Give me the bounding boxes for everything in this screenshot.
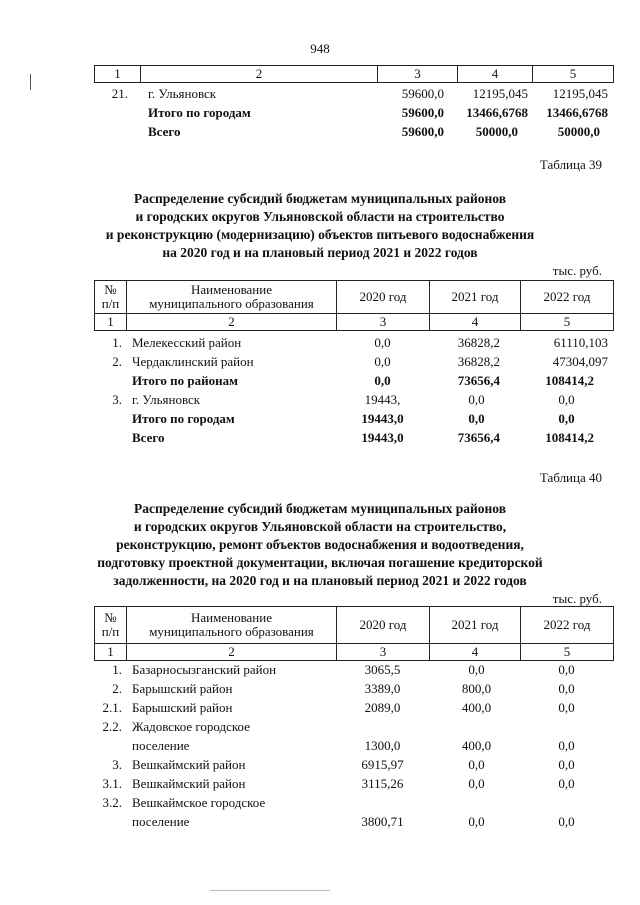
row-number: 3. — [112, 392, 122, 407]
row-name: Итого по городам — [148, 105, 251, 120]
value-2020: 19443, — [364, 392, 401, 407]
title-line: и городских округов Ульяновской области на строительство — [135, 209, 505, 224]
table-row — [0, 430, 640, 449]
header-year-2022: 2022 год — [521, 281, 614, 314]
value-col5: 13466,6768 — [546, 105, 608, 120]
value-col4: 12195,045 — [472, 86, 528, 101]
value-2022: 0,0 — [558, 411, 575, 426]
row-name: Жадовское городское — [132, 719, 250, 734]
value-2022: 0,0 — [558, 700, 575, 715]
col-number: 1 — [95, 314, 127, 331]
value-2021: 400,0 — [461, 738, 492, 753]
row-number: 1. — [112, 335, 122, 350]
table-row — [0, 354, 640, 373]
header-year-2020: 2020 год — [337, 607, 430, 644]
table-39-header — [94, 280, 614, 331]
row-name: Вешкаймский район — [132, 757, 246, 772]
title-line: подготовку проектной документации, включая погашение кредиторской — [97, 555, 543, 570]
table-row — [0, 411, 640, 430]
value-2022: 0,0 — [558, 776, 575, 791]
header-name-line: муниципального образования — [149, 296, 314, 311]
row-number: 2.2. — [102, 719, 122, 734]
header-year-2020: 2020 год — [337, 281, 430, 314]
table-row — [0, 700, 640, 719]
row-name: Итого по городам — [132, 411, 235, 426]
col-number: 3 — [337, 314, 430, 331]
col-number: 4 — [430, 644, 521, 661]
value-2020: 3389,0 — [364, 681, 401, 696]
value-col3: 59600,0 — [401, 86, 444, 101]
table-row — [0, 335, 640, 354]
table-40-header — [94, 606, 614, 661]
value-2020: 19443,0 — [361, 411, 404, 426]
header-number-line: п/п — [101, 296, 120, 311]
value-2021: 0,0 — [468, 757, 485, 772]
row-name-continuation: поселение — [132, 814, 190, 829]
col-number: 1 — [95, 644, 127, 661]
value-2020: 3065,5 — [364, 662, 401, 677]
scan-artifact-line — [210, 890, 330, 891]
value-2020: 2089,0 — [364, 700, 401, 715]
table-row — [0, 719, 640, 757]
table-row — [0, 124, 640, 143]
table-row — [0, 373, 640, 392]
table-row — [0, 105, 640, 124]
header-name-line: муниципального образования — [149, 624, 314, 639]
value-2022: 108414,2 — [545, 430, 594, 445]
value-2022: 0,0 — [558, 662, 575, 677]
header-number-line: № — [104, 282, 117, 297]
row-number: 2. — [112, 681, 122, 696]
title-line: на 2020 год и на плановый период 2021 и 2022 годов — [162, 245, 478, 260]
value-2020: 1300,0 — [364, 738, 401, 753]
col-number: 4 — [458, 66, 533, 83]
col-number: 3 — [378, 66, 458, 83]
table-row — [0, 662, 640, 681]
header-year-2021: 2021 год — [430, 281, 521, 314]
table-row — [0, 681, 640, 700]
value-2022: 108414,2 — [545, 373, 594, 388]
header-number-line: п/п — [101, 624, 120, 639]
value-2021: 0,0 — [468, 814, 485, 829]
table-row — [0, 757, 640, 776]
col-number: 4 — [430, 314, 521, 331]
value-2021: 0,0 — [468, 392, 485, 407]
table-40-label: Таблица 40 — [539, 470, 602, 485]
value-2020: 0,0 — [374, 354, 391, 369]
row-name: Всего — [148, 124, 181, 139]
value-2020: 19443,0 — [361, 430, 404, 445]
value-col4: 50000,0 — [475, 124, 518, 139]
value-2021: 400,0 — [461, 700, 492, 715]
row-number: 3. — [112, 757, 122, 772]
header-number — [95, 281, 127, 314]
row-name: Барышский район — [132, 700, 233, 715]
row-name-continuation: поселение — [132, 738, 190, 753]
value-2021: 36828,2 — [457, 335, 500, 350]
title-line: Распределение субсидий бюджетам муниципальных районов — [133, 501, 507, 516]
col-number: 5 — [521, 644, 614, 661]
row-number: 2. — [112, 354, 122, 369]
header-number-line: № — [104, 610, 117, 625]
table-row — [0, 776, 640, 795]
value-2020: 6915,97 — [361, 757, 404, 772]
col-number: 2 — [141, 66, 378, 83]
row-number: 3.1. — [102, 776, 122, 791]
value-2022: 61110,103 — [553, 335, 608, 350]
value-2020: 3115,26 — [361, 776, 404, 791]
value-2021: 0,0 — [468, 662, 485, 677]
header-year-2022: 2022 год — [521, 607, 614, 644]
table-row — [0, 86, 640, 105]
header-number — [95, 607, 127, 644]
row-name: Барышский район — [132, 681, 233, 696]
value-2021: 73656,4 — [457, 373, 500, 388]
header-name — [127, 607, 337, 644]
table-39-title — [0, 190, 640, 262]
table-40-units: тыс. руб. — [552, 591, 602, 606]
title-line: Распределение субсидий бюджетам муниципальных районов — [133, 191, 507, 206]
value-2021: 36828,2 — [457, 354, 500, 369]
value-2021: 800,0 — [461, 681, 492, 696]
value-2021: 0,0 — [468, 776, 485, 791]
row-name: Базарносызганский район — [132, 662, 277, 677]
value-col4: 13466,6768 — [466, 105, 528, 120]
value-2022: 0,0 — [558, 814, 575, 829]
table-39-label: Таблица 39 — [539, 157, 602, 172]
value-col5: 12195,045 — [552, 86, 608, 101]
table-40-title — [0, 500, 640, 590]
top-table-column-numbers — [94, 65, 614, 83]
title-line: и городских округов Ульяновской области на строительство, — [133, 519, 507, 534]
value-2020: 3800,71 — [361, 814, 404, 829]
value-2022: 0,0 — [558, 681, 575, 696]
table-40-body — [0, 662, 640, 833]
table-39-units: тыс. руб. — [552, 263, 602, 278]
value-2022: 0,0 — [558, 738, 575, 753]
row-name: Мелекесский район — [132, 335, 242, 350]
header-year-2021: 2021 год — [430, 607, 521, 644]
value-2022: 47304,097 — [552, 354, 608, 369]
col-number: 3 — [337, 644, 430, 661]
title-line: и реконструкцию (модернизацию) объектов питьевого водоснабжения — [105, 227, 535, 242]
top-table-body — [0, 86, 640, 143]
row-name: Вешкаймский район — [132, 776, 246, 791]
value-2020: 0,0 — [374, 335, 391, 350]
row-name: Всего — [132, 430, 165, 445]
row-name: г. Ульяновск — [132, 392, 201, 407]
col-number: 2 — [127, 314, 337, 331]
row-name: г. Ульяновск — [148, 86, 217, 101]
value-2022: 0,0 — [558, 392, 575, 407]
table-row — [0, 795, 640, 833]
header-name-line: Наименование — [191, 610, 272, 625]
value-2021: 0,0 — [468, 411, 485, 426]
value-col3: 59600,0 — [401, 124, 444, 139]
value-2020: 0,0 — [374, 373, 391, 388]
row-number: 2.1. — [102, 700, 122, 715]
row-name: Итого по районам — [132, 373, 238, 388]
col-number: 5 — [533, 66, 614, 83]
header-name-line: Наименование — [191, 282, 272, 297]
value-2021: 73656,4 — [457, 430, 500, 445]
table-row — [0, 392, 640, 411]
col-number: 1 — [95, 66, 141, 83]
row-number: 3.2. — [102, 795, 122, 810]
row-name: Чердаклинский район — [132, 354, 254, 369]
row-name: Вешкаймское городское — [132, 795, 266, 810]
header-name — [127, 281, 337, 314]
col-number: 5 — [521, 314, 614, 331]
page-number: 948 — [310, 41, 330, 56]
value-2022: 0,0 — [558, 757, 575, 772]
title-line: реконструкцию, ремонт объектов водоснабжения и водоотведения, — [116, 537, 524, 552]
value-col3: 59600,0 — [401, 105, 444, 120]
row-number: 21. — [111, 86, 128, 101]
value-col5: 50000,0 — [557, 124, 600, 139]
col-number: 2 — [127, 644, 337, 661]
row-number: 1. — [112, 662, 122, 677]
title-line: задолженности, на 2020 год и на плановый период 2021 и 2022 годов — [113, 573, 527, 588]
table-39-body — [0, 335, 640, 449]
